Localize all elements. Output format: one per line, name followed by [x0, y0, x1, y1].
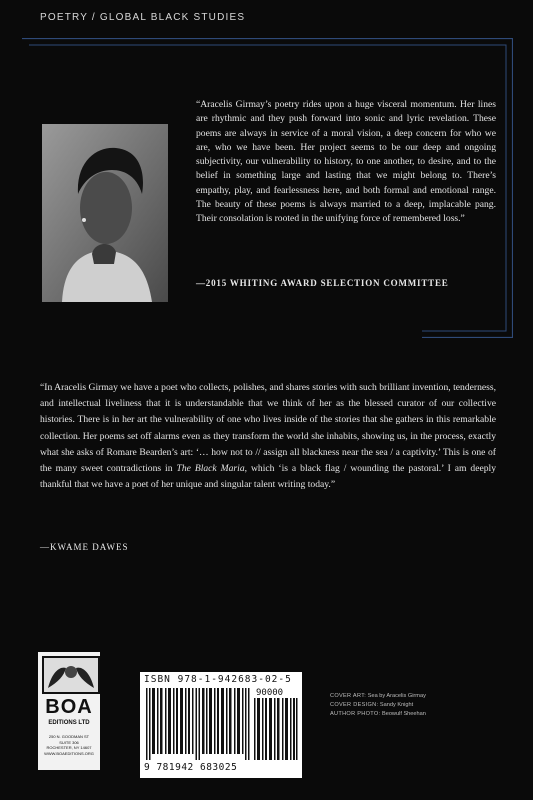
dawes-quote-part1: “In Aracelis Girmay we have a poet who collects, polishes, and shares stories with such brilliant invention, tenderness, and intellectual liveliness that it is understandable that we think of her as the blessed curator of our collective histories. There is in her art the vulnerability of one who lives inside of the stories that she gathers in this remarkable collection. Her poems set off alarms even as they transform the world she inhabits, showing us, in the process, exactly what she asks of Romare Bearden’s art: ‘… how not to // assign all blackness near the sea / a captivity.’ This is one of the many sweet contradictions in [40, 382, 496, 475]
boa-logo [38, 652, 100, 770]
dawes-attribution: —KWAME DAWES [40, 542, 129, 552]
credit-value: Sandy Knight [379, 702, 414, 708]
barcode-number: 9 781942 683025 [144, 762, 238, 773]
logo-illustration [42, 656, 100, 694]
dawes-quote [40, 380, 496, 493]
credit-line [330, 710, 426, 719]
main-barcode [146, 688, 250, 760]
author-photo [42, 124, 168, 302]
credit-label: COVER DESIGN: [330, 702, 379, 708]
book-title: The Black Maria [176, 463, 245, 475]
publisher-editions: EDITIONS LTD [48, 720, 90, 726]
credit-label: COVER ART: [330, 693, 367, 699]
price-code: 90000 [256, 688, 284, 698]
credit-line [330, 701, 426, 710]
publisher-name: BOA [45, 696, 93, 718]
whiting-attribution: —2015 WHITING AWARD SELECTION COMMITTEE [196, 278, 449, 288]
address-line: ROCHESTER, NY 14607 [46, 745, 92, 750]
isbn-barcode [140, 672, 302, 778]
credit-label: AUTHOR PHOTO: [330, 711, 381, 717]
credit-value: Sea by Aracelis Girmay [367, 693, 426, 699]
whiting-quote: “Aracelis Girmay’s poetry rides upon a huge visceral momentum. Her lines are rhythmic and they push forward into sonic and lyric revelation. These poems are always in service of a moral vision, a deep concern for who we are, who we have been. Her project seems to be our deep and ongoing subjectivity, our vulnerability to history, to one another, to desire, and to the belief in something large and lasting that we might belong to. There’s empathy, play, and fearlessness here, and both formal and emotional range. The beauty of these poems is always married to a deep, implacable pang. Their consolation is rooted in the unifying force of remembered loss.” [196, 99, 496, 225]
credit-value: Beowulf Sheehan [381, 711, 426, 717]
address-line: SUITE 306 [59, 739, 79, 745]
address-line: 250 N. GOODMAN ST [48, 734, 90, 739]
cover-credits [330, 692, 426, 719]
publisher-address [38, 734, 100, 756]
address-line: WWW.BOAEDITIONS.ORG [44, 750, 94, 756]
category-label: POETRY / GLOBAL BLACK STUDIES [40, 12, 246, 23]
addon-barcode [254, 698, 298, 760]
dawes-quote-part2: , which ‘is a black flag / wounding the pastoral.’ I am deeply thankful that we have a poet of her unique and singular talent writing today.” [40, 463, 497, 491]
credit-line [330, 692, 426, 701]
isbn-label: ISBN 978-1-942683-02-5 [144, 674, 292, 685]
